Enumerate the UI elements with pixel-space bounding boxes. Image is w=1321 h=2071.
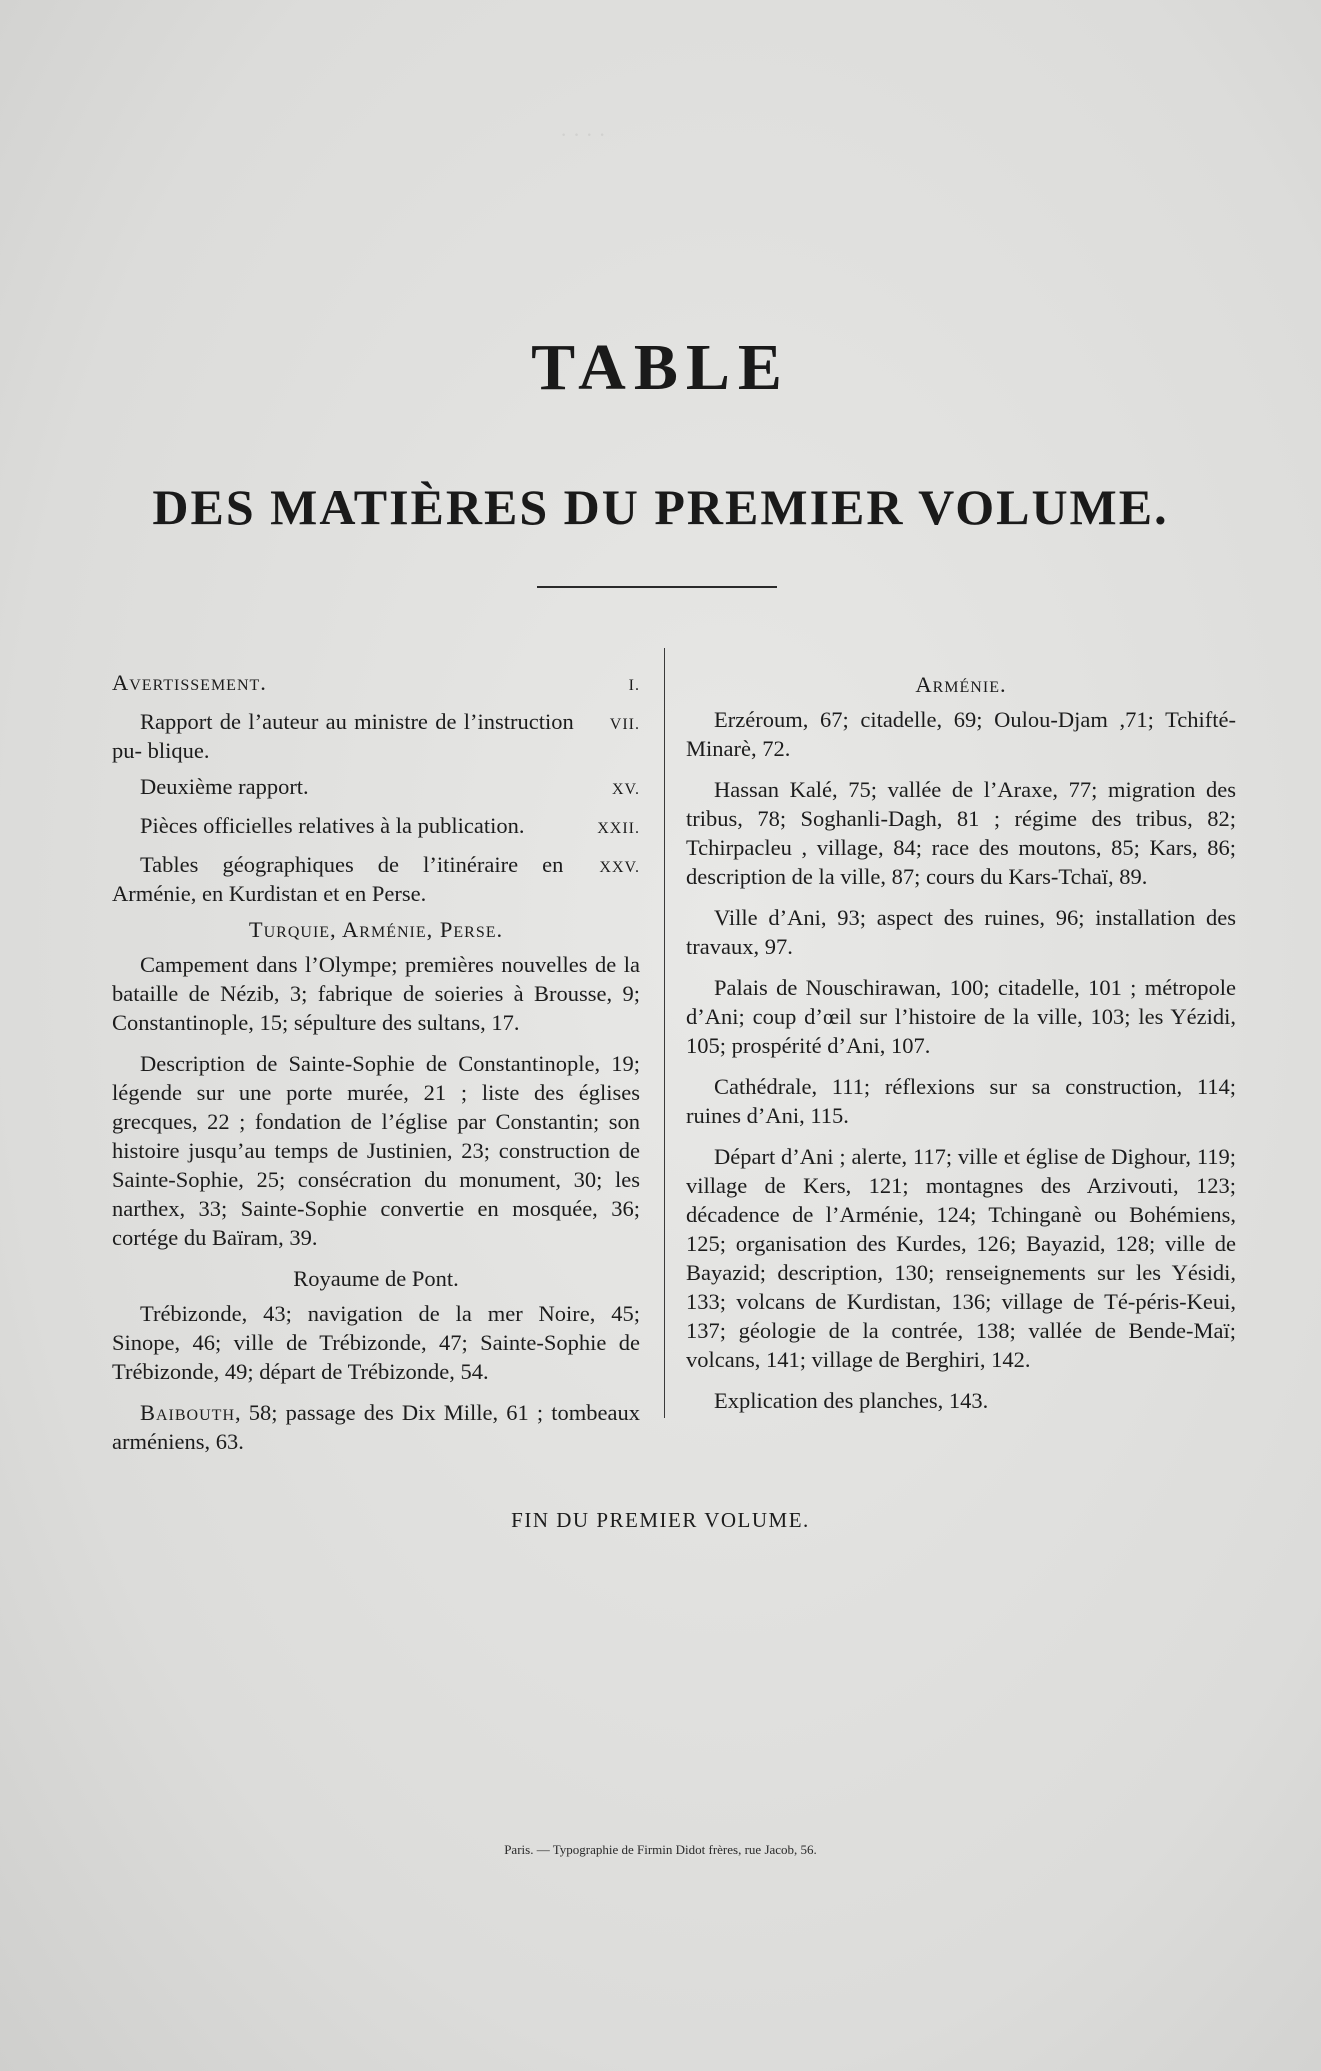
toc-paragraph: Explication des planches, 143. [714,1388,989,1413]
toc-entry-avertissement [112,668,640,700]
toc-entry-label: Rapport de l’auteur au ministre de l’instruction pu- blique. [112,709,574,763]
toc-paragraph: Campement dans l’Olympe; premières nouvelles de la bataille de Nézib, 3; fabrique de soieries à Brousse, 9; Constantinople, 15; sépulture des sultans, 17. [112,952,640,1035]
toc-paragraph: Ville d’Ani, 93; aspect des ruines, 96; installation des travaux, 97. [686,905,1236,959]
right-column [686,668,1236,1427]
toc-paragraph: Palais de Nouschirawan, 100; citadelle, 101 ; métropole d’Ani; coup d’œil sur l’histoire de la ville, 103; les Yézidi, 105; prospérité d’Ani, 107. [686,975,1236,1058]
toc-paragraph: Trébizonde, 43; navigation de la mer Noire, 45; Sinope, 46; ville de Trébizonde, 47; Sainte-Sophie de Trébizonde, 49; départ de Trébizonde, 54. [112,1301,640,1384]
toc-entry-page: VII. [609,716,640,733]
toc-entry-page: XXII. [597,820,640,837]
toc-paragraph: Hassan Kalé, 75; vallée de l’Araxe, 77; migration des tribus, 78; Soghanli-Dagh, 81 ; régime des tribus, 82; Tchirpacleu , village, 84; race des moutons, 85; Kars, 86; description de la ville, 87; cours du Kars-Tchaï, 89. [686,777,1236,889]
toc-entry-label: Deuxième rapport. [140,774,309,799]
page-title: TABLE [531,331,790,404]
toc-entry-page: XV. [611,781,640,798]
toc-paragraph: Erzéroum, 67; citadelle, 69; Oulou-Djam ,71; Tchifté-Minarè, 72. [686,707,1236,761]
toc-paragraph: Cathédrale, 111; réflexions sur sa construction, 114; ruines d’Ani, 115. [686,1074,1236,1128]
column-divider [664,648,665,1418]
left-column [112,668,640,1468]
baibouth-label: Baibouth [140,1400,235,1425]
toc-entry-label: Avertissement. [112,670,267,695]
toc-entry-tables-geographiques [112,850,640,908]
toc-entry-page: I. [628,677,640,694]
baibouth-text: , 58; passage des Dix Mille, 61 ; tombeaux arméniens, 63. [112,1400,640,1454]
toc-entry-rapport [112,707,640,765]
toc-entry-label: Pièces officielles relatives à la publication. [140,813,525,838]
page-subtitle: DES MATIÈRES DU PREMIER VOLUME. [152,479,1169,535]
section-heading-turquie: Turquie, Arménie, Perse. [248,917,504,942]
toc-paragraph: Départ d’Ani ; alerte, 117; ville et église de Dighour, 119; village de Kers, 121; montagnes des Arzivouti, 123; décadence de l’Arménie, 124; Tchinganè ou Bohémiens, 125; organisation des Kurdes, 126; Bayazid, 128; ville de Bayazid; description, 130; renseignements sur les Yésidi, 133; volcans de Kurdistan, 136; village de Té-péris-Keui, 137; géologie de la contrée, 138; vallée de Bende-Maï; volcans, 141; village de Berghiri, 142. [686,1144,1236,1372]
closing-line: FIN DU PREMIER VOLUME. [511,1508,810,1532]
toc-entry-pieces-officielles [112,811,640,843]
title-rule [537,586,777,588]
toc-entry-deuxieme-rapport [112,772,640,804]
section-heading-armenie: Arménie. [915,672,1007,697]
section-heading-pont: Royaume de Pont. [293,1266,459,1291]
bleed-through-text: · · · · [560,122,606,147]
toc-entry-label: Tables géographiques de l’itinéraire en Arménie, en Kurdistan et en Perse. [112,852,564,906]
toc-paragraph-baibouth [112,1398,640,1456]
printer-imprint: Paris. — Typographie de Firmin Didot frères, rue Jacob, 56. [504,1842,817,1857]
toc-entry-page: XXV. [599,859,640,876]
toc-paragraph: Description de Sainte-Sophie de Constantinople, 19; légende sur une porte murée, 21 ; liste des églises grecques, 22 ; fondation de l’église par Constantin; son histoire jusqu’au temps de Justinien, 23; construction de Sainte-Sophie, 25; consécration du monument, 30; les narthex, 33; Sainte-Sophie convertie en mosquée, 36; cortége du Baïram, 39. [112,1051,640,1250]
